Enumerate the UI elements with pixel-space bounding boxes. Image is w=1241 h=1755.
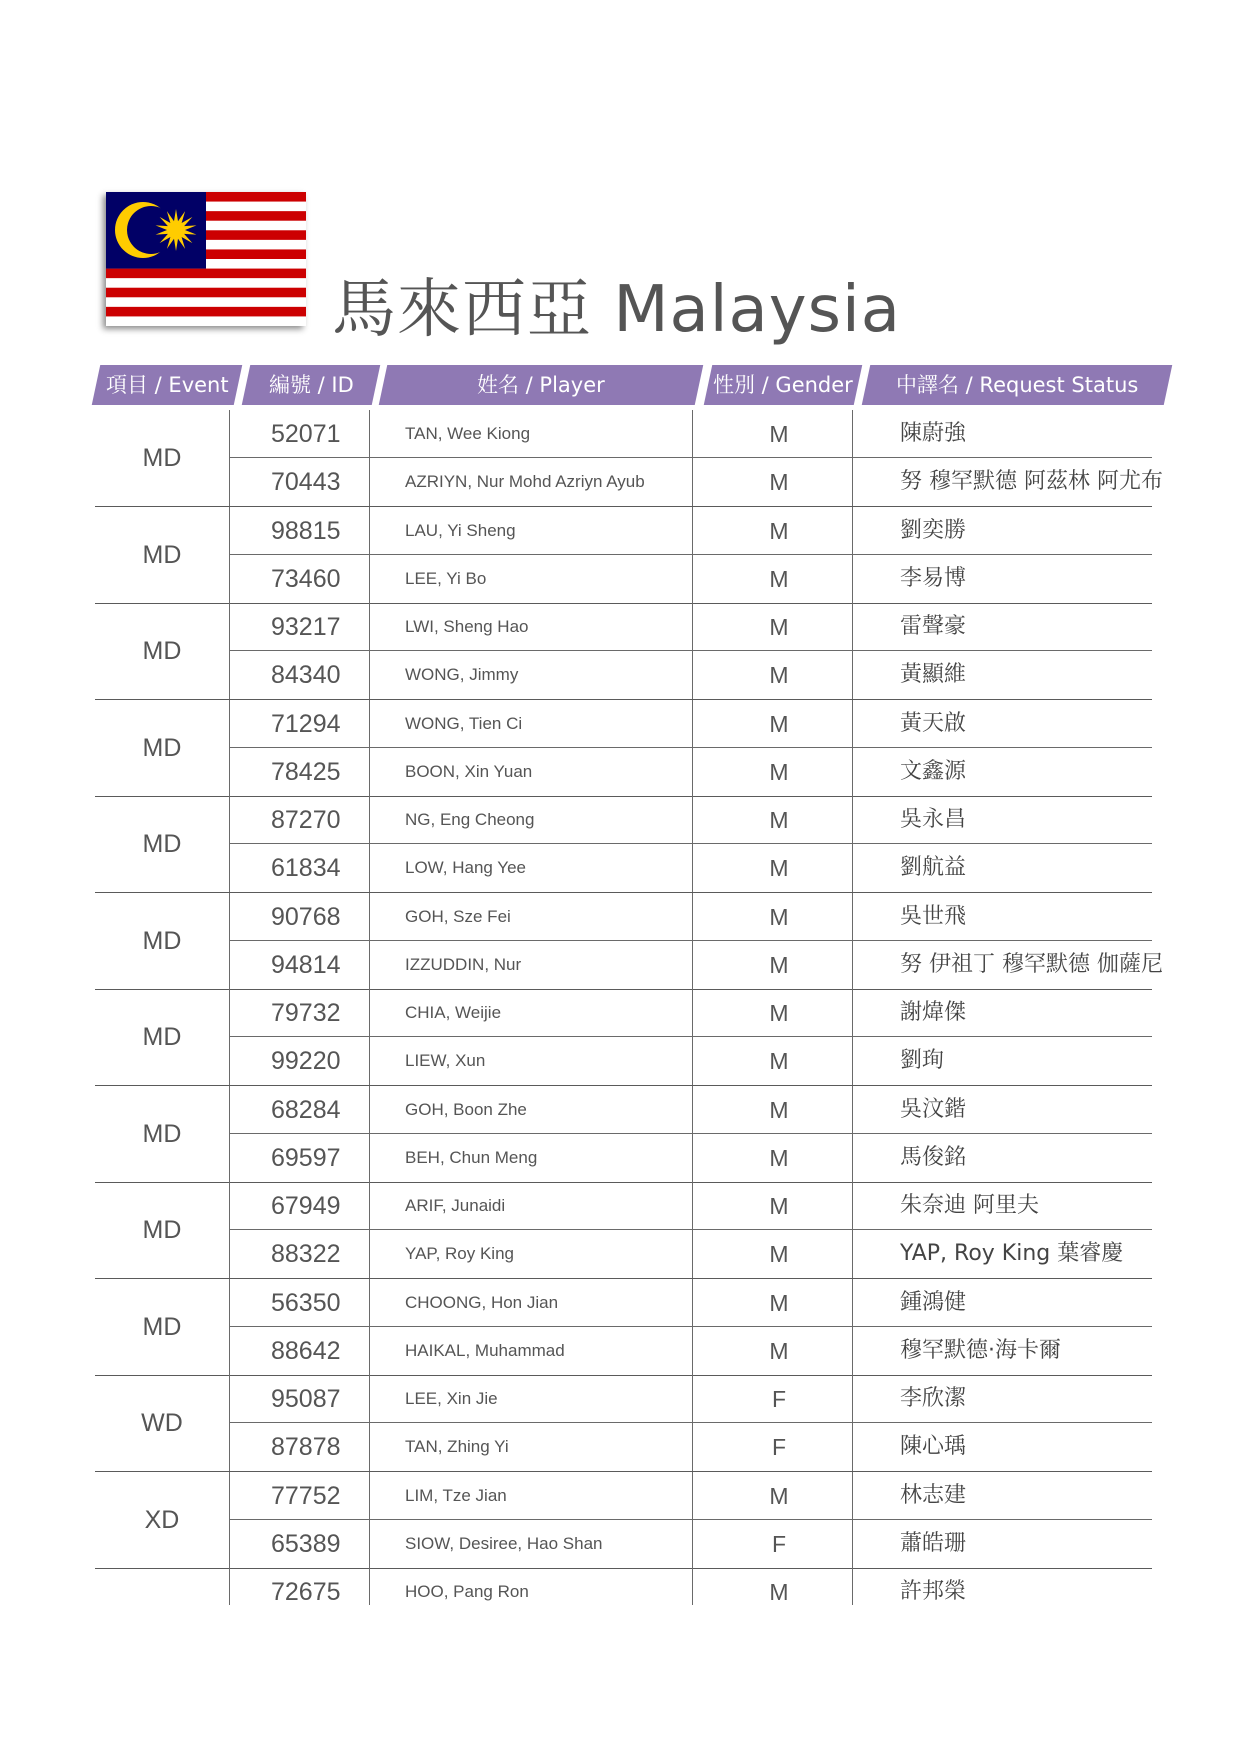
column-divider xyxy=(369,1520,370,1568)
chinese-name: 謝煒傑 xyxy=(900,1000,967,1025)
chinese-name: 許邦榮 xyxy=(900,1579,967,1604)
player-name: CHIA, Weijie xyxy=(405,1003,502,1022)
event-cell: XD xyxy=(144,1505,180,1534)
table-row xyxy=(229,507,1152,555)
page-title: 馬來西亞 Malaysia xyxy=(332,273,901,347)
column-divider xyxy=(229,989,230,1037)
column-divider xyxy=(229,458,230,506)
player-name: NG, Eng Cheong xyxy=(405,810,535,829)
column-divider xyxy=(852,603,853,651)
player-name: TAN, Zhing Yi xyxy=(405,1437,509,1456)
column-divider xyxy=(852,1182,853,1230)
event-group xyxy=(95,1086,1152,1183)
header-event: 項目 / Event xyxy=(92,365,243,405)
column-divider xyxy=(229,1279,230,1327)
player-gender: M xyxy=(769,807,789,833)
column-divider xyxy=(692,844,693,892)
chinese-name: YAP, Roy King 葉睿慶 xyxy=(900,1241,1124,1266)
column-divider xyxy=(692,1423,693,1471)
event-cell: MD xyxy=(142,444,182,472)
column-divider xyxy=(692,893,693,941)
column-divider xyxy=(369,844,370,892)
column-divider xyxy=(692,748,693,796)
player-gender: M xyxy=(769,1048,789,1074)
column-divider xyxy=(369,1134,370,1182)
column-divider xyxy=(369,1327,370,1375)
column-divider xyxy=(692,1279,693,1327)
table-row xyxy=(229,1472,1152,1520)
column-divider xyxy=(692,651,693,699)
player-name: WONG, Jimmy xyxy=(405,665,519,684)
column-divider xyxy=(692,1182,693,1230)
player-gender: M xyxy=(769,710,789,737)
player-gender: M xyxy=(769,855,789,881)
column-divider xyxy=(852,941,853,989)
chinese-name: 蕭皓珊 xyxy=(900,1530,967,1556)
player-id: 78425 xyxy=(271,757,341,786)
column-divider xyxy=(852,1230,853,1278)
chinese-name: 馬俊銘 xyxy=(900,1144,967,1170)
table-row xyxy=(229,796,1152,844)
player-name: YAP, Roy King xyxy=(405,1244,514,1263)
column-divider xyxy=(229,748,230,796)
chinese-name: 劉奕勝 xyxy=(900,517,967,543)
column-divider xyxy=(852,748,853,796)
player-id: 67949 xyxy=(271,1192,341,1220)
column-divider xyxy=(852,1520,853,1568)
column-divider xyxy=(852,1086,853,1134)
player-id: 71294 xyxy=(271,709,341,738)
player-name: BOON, Xin Yuan xyxy=(405,761,533,781)
event-cell: MD xyxy=(142,540,182,569)
player-id: 68284 xyxy=(271,1095,341,1124)
column-divider xyxy=(369,651,370,699)
column-divider xyxy=(369,893,370,941)
player-gender: M xyxy=(769,1144,789,1171)
chinese-name: 穆罕默德·海卡爾 xyxy=(900,1337,1061,1363)
player-name: LWI, Sheng Hao xyxy=(405,617,529,636)
column-divider xyxy=(229,1086,230,1134)
player-gender: M xyxy=(769,758,789,785)
table-row xyxy=(229,700,1152,748)
column-divider xyxy=(369,700,370,748)
column-divider xyxy=(229,1375,230,1423)
table-row xyxy=(229,1279,1152,1327)
column-divider xyxy=(369,1086,370,1134)
chinese-name: 陳蔚強 xyxy=(900,421,967,446)
player-name: LIEW, Xun xyxy=(405,1051,486,1070)
player-name: LEE, Yi Bo xyxy=(405,568,487,588)
column-divider xyxy=(692,989,693,1037)
player-id: 65389 xyxy=(271,1529,341,1558)
table-row xyxy=(229,410,1152,458)
table-row xyxy=(229,1230,1152,1278)
player-name: TAN, Wee Kiong xyxy=(405,424,531,443)
event-cell: MD xyxy=(142,1119,182,1148)
player-id: 69597 xyxy=(271,1143,341,1172)
header-gender: 性別 / Gender xyxy=(704,365,863,405)
column-divider xyxy=(852,1472,853,1520)
header-request-status: 中譯名 / Request Status xyxy=(862,365,1173,405)
table-row xyxy=(229,844,1152,892)
player-name: HOO, Pang Ron xyxy=(405,1582,529,1601)
chinese-name: 林志建 xyxy=(900,1482,967,1508)
player-id: 70443 xyxy=(271,468,341,496)
column-divider xyxy=(369,1037,370,1085)
player-id: 98815 xyxy=(271,516,341,545)
column-divider xyxy=(369,410,370,458)
column-divider xyxy=(692,1520,693,1568)
player-id: 61834 xyxy=(271,854,341,882)
event-cell: MD xyxy=(142,733,182,762)
event-cell: MD xyxy=(142,1312,182,1341)
player-gender: M xyxy=(769,1000,789,1026)
player-gender: M xyxy=(769,1482,789,1509)
column-divider xyxy=(852,1423,853,1471)
column-divider xyxy=(369,1279,370,1327)
column-divider xyxy=(852,893,853,941)
player-id: 73460 xyxy=(271,564,341,593)
column-divider xyxy=(369,1182,370,1230)
player-gender: M xyxy=(769,469,789,495)
player-name: LAU, Yi Sheng xyxy=(405,520,516,540)
player-name: HAIKAL, Muhammad xyxy=(405,1340,565,1360)
column-divider xyxy=(852,1134,853,1182)
chinese-name: 努 穆罕默德 阿茲林 阿尤布 xyxy=(900,469,1163,494)
player-gender: M xyxy=(769,951,789,978)
table-row xyxy=(229,1423,1152,1471)
player-gender: M xyxy=(769,421,789,447)
table-row xyxy=(229,1327,1152,1375)
event-group xyxy=(95,1279,1152,1376)
chinese-name: 陳心瑀 xyxy=(900,1434,967,1459)
chinese-name: 朱奈迪 阿里夫 xyxy=(900,1193,1039,1218)
column-divider xyxy=(692,1472,693,1520)
column-divider xyxy=(852,1279,853,1327)
player-gender: M xyxy=(769,903,789,930)
column-divider xyxy=(229,555,230,603)
column-divider xyxy=(692,1568,693,1605)
header-id: 編號 / ID xyxy=(242,365,381,405)
event-group xyxy=(95,1375,1152,1472)
player-gender: M xyxy=(769,565,789,592)
column-divider xyxy=(229,1037,230,1085)
player-gender: M xyxy=(769,1337,789,1364)
player-id: 93217 xyxy=(271,613,341,641)
event-group xyxy=(95,700,1152,797)
table-row xyxy=(229,989,1152,1037)
column-divider xyxy=(852,410,853,458)
column-divider xyxy=(852,651,853,699)
column-divider xyxy=(852,989,853,1037)
chinese-name: 吳世飛 xyxy=(900,903,967,929)
column-divider xyxy=(692,1327,693,1375)
player-id: 56350 xyxy=(271,1288,341,1317)
player-name: LEE, Xin Jie xyxy=(405,1389,498,1408)
event-group xyxy=(95,603,1152,700)
table-row xyxy=(229,555,1152,603)
event-cell: MD xyxy=(142,637,182,665)
column-divider xyxy=(229,1472,230,1520)
player-gender: M xyxy=(769,614,789,640)
column-divider xyxy=(229,1327,230,1375)
chinese-name: 李易博 xyxy=(900,565,967,591)
player-id: 72675 xyxy=(271,1578,341,1605)
event-cell: MD xyxy=(142,830,182,858)
column-divider xyxy=(369,603,370,651)
player-name: CHOONG, Hon Jian xyxy=(405,1292,559,1312)
player-gender: F xyxy=(771,1386,787,1412)
column-divider xyxy=(852,458,853,506)
player-name: IZZUDDIN, Nur xyxy=(405,954,522,974)
player-id: 94814 xyxy=(271,950,341,979)
event-group xyxy=(95,1182,1152,1279)
table-row xyxy=(229,941,1163,989)
chinese-name: 雷聲豪 xyxy=(900,614,967,639)
column-divider xyxy=(852,1327,853,1375)
column-divider xyxy=(692,458,693,506)
column-divider xyxy=(692,555,693,603)
column-divider xyxy=(852,1375,853,1423)
table-row xyxy=(229,1134,1152,1182)
event-group xyxy=(95,1568,1152,1605)
player-gender: M xyxy=(769,517,789,544)
column-divider xyxy=(229,1423,230,1471)
table-row xyxy=(229,651,1152,699)
column-divider xyxy=(229,700,230,748)
event-cell: WD xyxy=(141,1409,183,1437)
player-name: SIOW, Desiree, Hao Shan xyxy=(405,1533,603,1553)
player-id: 87878 xyxy=(271,1433,341,1461)
column-divider xyxy=(229,1134,230,1182)
player-id: 77752 xyxy=(271,1481,341,1510)
chinese-name: 吳汶鍇 xyxy=(900,1096,967,1122)
event-cell: MD xyxy=(142,926,182,955)
player-name: WONG, Tien Ci xyxy=(405,713,523,733)
column-divider xyxy=(692,603,693,651)
event-group xyxy=(95,507,1152,604)
column-divider xyxy=(229,651,230,699)
table-row xyxy=(229,1182,1152,1230)
column-divider xyxy=(369,1472,370,1520)
column-divider xyxy=(692,1375,693,1423)
column-divider xyxy=(369,1568,370,1605)
player-gender: M xyxy=(769,1193,789,1219)
player-gender: M xyxy=(769,662,789,688)
column-divider xyxy=(692,410,693,458)
player-id: 88642 xyxy=(271,1336,341,1365)
column-divider xyxy=(229,1182,230,1230)
column-divider xyxy=(692,1134,693,1182)
event-cell xyxy=(95,1568,229,1605)
event-cell: MD xyxy=(142,1216,182,1244)
event-group xyxy=(95,1472,1152,1569)
player-id: 99220 xyxy=(271,1047,341,1075)
header-player: 姓名 / Player xyxy=(379,365,704,405)
column-divider xyxy=(369,555,370,603)
player-name: GOH, Sze Fei xyxy=(405,906,511,926)
chinese-name: 黃天啟 xyxy=(900,710,967,736)
event-cell: MD xyxy=(142,1023,182,1051)
column-divider xyxy=(852,555,853,603)
column-divider xyxy=(229,603,230,651)
chinese-name: 鍾鴻健 xyxy=(900,1289,967,1315)
chinese-name: 李欣潔 xyxy=(900,1386,967,1411)
player-id: 88322 xyxy=(271,1240,341,1268)
table-row xyxy=(229,1520,1152,1568)
column-divider xyxy=(229,1520,230,1568)
player-name: LOW, Hang Yee xyxy=(405,858,526,877)
column-divider xyxy=(692,1086,693,1134)
player-id: 52071 xyxy=(271,420,341,448)
player-gender: M xyxy=(769,1579,789,1605)
chinese-name: 黃顯維 xyxy=(900,662,967,687)
column-divider xyxy=(852,1037,853,1085)
column-divider xyxy=(229,941,230,989)
chinese-name: 劉航益 xyxy=(900,855,967,880)
chinese-name: 努 伊祖丁 穆罕默德 伽薩尼 xyxy=(900,951,1163,977)
column-divider xyxy=(369,1375,370,1423)
chinese-name: 劉珣 xyxy=(900,1048,945,1073)
column-divider xyxy=(369,796,370,844)
player-name: BEH, Chun Meng xyxy=(405,1147,538,1167)
table-row xyxy=(229,1568,1152,1605)
column-divider xyxy=(229,893,230,941)
column-divider xyxy=(369,507,370,555)
column-divider xyxy=(369,989,370,1037)
column-divider xyxy=(692,941,693,989)
event-group xyxy=(95,410,1163,507)
player-id: 95087 xyxy=(271,1385,341,1413)
table-row xyxy=(229,603,1152,651)
event-group xyxy=(95,893,1163,990)
table-row xyxy=(229,458,1163,506)
table-row xyxy=(229,1086,1152,1134)
column-divider xyxy=(369,941,370,989)
column-divider xyxy=(369,1230,370,1278)
column-divider xyxy=(852,507,853,555)
column-divider xyxy=(229,844,230,892)
chinese-name: 文鑫源 xyxy=(900,758,967,784)
column-divider xyxy=(692,700,693,748)
table-row xyxy=(229,893,1152,941)
player-gender: F xyxy=(771,1434,787,1460)
column-divider xyxy=(692,507,693,555)
player-id: 87270 xyxy=(271,806,341,834)
player-gender: M xyxy=(769,1241,789,1267)
player-gender: M xyxy=(769,1289,789,1316)
player-name: LIM, Tze Jian xyxy=(405,1485,507,1505)
player-name: GOH, Boon Zhe xyxy=(405,1099,527,1119)
player-gender: M xyxy=(769,1096,789,1123)
column-divider xyxy=(229,507,230,555)
column-divider xyxy=(229,410,230,458)
player-name: AZRIYN, Nur Mohd Azriyn Ayub xyxy=(405,472,645,491)
column-divider xyxy=(692,1230,693,1278)
column-divider xyxy=(369,748,370,796)
column-divider xyxy=(852,796,853,844)
player-gender: F xyxy=(771,1530,787,1557)
player-name: ARIF, Junaidi xyxy=(405,1196,506,1215)
column-divider xyxy=(692,1037,693,1085)
event-group xyxy=(95,796,1152,893)
column-divider xyxy=(692,796,693,844)
column-divider xyxy=(852,844,853,892)
column-divider xyxy=(229,1568,230,1605)
chinese-name: 吳永昌 xyxy=(900,807,967,832)
column-divider xyxy=(852,700,853,748)
player-id: 84340 xyxy=(271,661,341,689)
player-id: 79732 xyxy=(271,999,341,1027)
table-row xyxy=(229,1375,1152,1423)
player-id: 90768 xyxy=(271,902,341,931)
column-divider xyxy=(852,1568,853,1605)
table-row xyxy=(229,1037,1152,1085)
column-divider xyxy=(369,1423,370,1471)
table-row xyxy=(229,748,1152,796)
column-divider xyxy=(229,796,230,844)
column-divider xyxy=(229,1230,230,1278)
column-divider xyxy=(369,458,370,506)
event-group xyxy=(95,989,1152,1086)
